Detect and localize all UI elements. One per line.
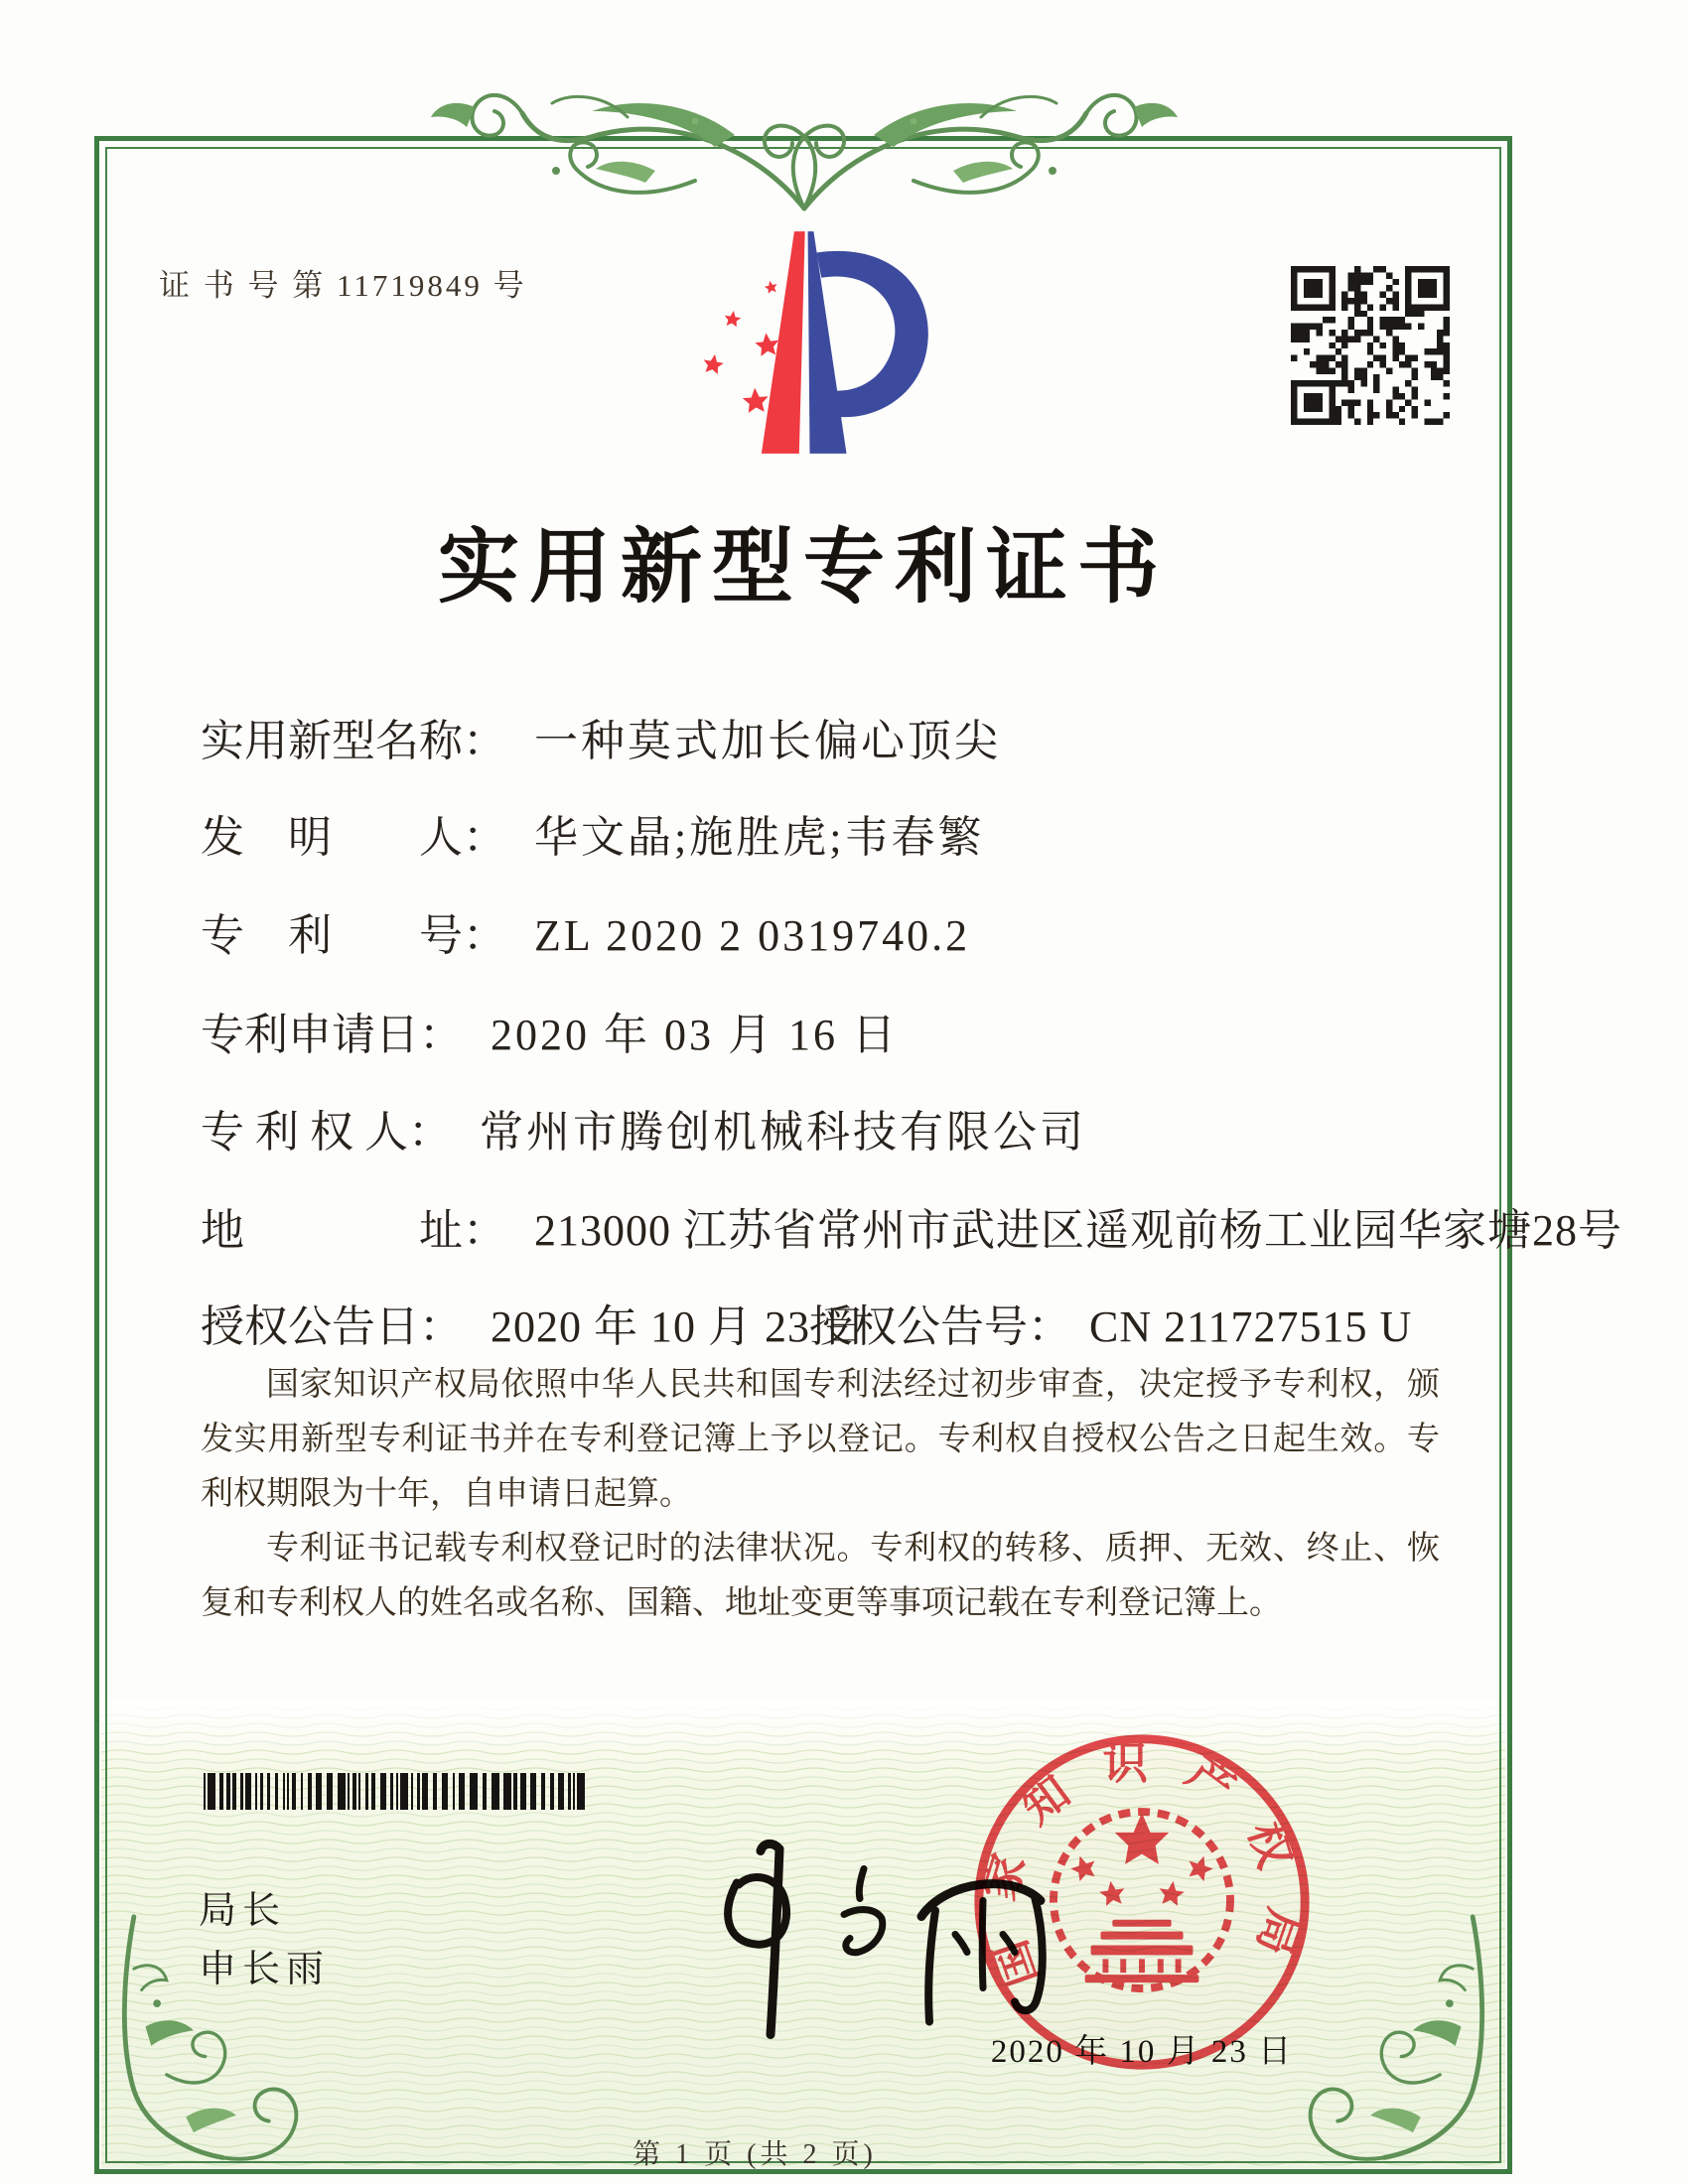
field-row-address (201, 1194, 1622, 1258)
field-label: 专 利 权 人： (201, 1108, 452, 1157)
barcode (204, 1773, 587, 1810)
qr-code (1291, 266, 1450, 425)
field-label: 发 明 人： (201, 813, 506, 862)
field-row-inventors (201, 801, 984, 865)
page-footer: 第 1 页 (共 2 页) (633, 2139, 877, 2170)
legal-text (201, 1358, 1440, 1631)
field-label: 地 址： (201, 1206, 506, 1255)
field-value: ZL 2020 2 0319740.2 (534, 911, 971, 960)
field-row-filing-date (201, 999, 899, 1062)
field-label: 专利申请日： (201, 1011, 463, 1059)
field-label: 授权公告号： (809, 1302, 1071, 1351)
legal-paragraph-1: 国家知识产权局依照中华人民共和国专利法经过初步审查，决定授予专利权，颁发实用新型专利证书并在专利登记簿上予以登记。专利权自授权公告之日起生效。专利权期限为十年，自申请日起算。 (201, 1367, 1440, 1512)
field-grant-no (809, 1291, 1412, 1354)
director-name: 申长雨 (199, 1949, 331, 1990)
field-value: 常州市腾创机械科技有限公司 (480, 1108, 1086, 1157)
field-label: 授权公告日： (201, 1302, 463, 1351)
certificate-number: 证 书 号 第 11719849 号 (159, 268, 527, 303)
seal-agency-text: 国家知识产权局 (973, 1737, 1311, 1993)
field-row-name (201, 705, 1001, 768)
field-value: 一种莫式加长偏心顶尖 (534, 717, 1001, 765)
field-row-grant (201, 1291, 1413, 1354)
field-row-patentee (201, 1096, 1086, 1160)
director-title: 局长 (199, 1890, 287, 1932)
seal-date: 2020 年 10 月 23 日 (990, 2034, 1294, 2070)
top-flourish-ornament (357, 52, 1251, 240)
field-label: 专 利 号： (201, 911, 506, 960)
field-value: 2020 年 10 月 23 日 (491, 1302, 867, 1351)
legal-paragraph-2: 专利证书记载专利权登记时的法律状况。专利权的转移、质押、无效、终止、恢复和专利权人的姓名或名称、国籍、地址变更等事项记载在专利登记簿上。 (201, 1531, 1440, 1621)
certificate-title: 实用新型专利证书 (437, 522, 1169, 613)
field-label: 实用新型名称： (201, 717, 506, 765)
field-value: 213000 江苏省常州市武进区遥观前杨工业园华家塘28号 (534, 1206, 1622, 1255)
cnipa-logo-icon (647, 223, 937, 462)
field-row-patent-no (201, 899, 970, 963)
field-value: 华文晶;施胜虎;韦春繁 (534, 813, 985, 862)
field-value: 2020 年 03 月 16 日 (491, 1011, 899, 1059)
field-value: CN 211727515 U (1089, 1302, 1413, 1351)
